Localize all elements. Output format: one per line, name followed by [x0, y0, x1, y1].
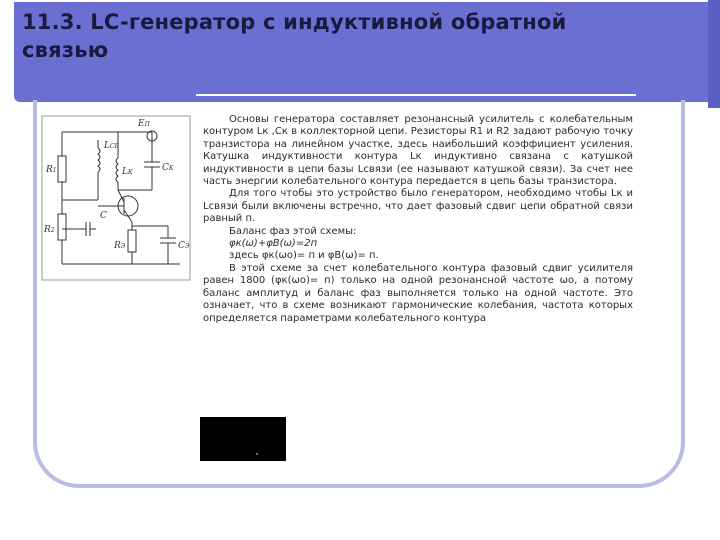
label-r1: R1	[46, 165, 57, 175]
body-text	[203, 114, 633, 325]
label-r2: R2	[44, 225, 55, 235]
paragraph-intro: Основы генератора составляет резонансный усилитель с колебательным контуром Lк ,Cк в коллекторной цепи. Резисторы R1 и R2 задают рабочую точку транзистора на линейном участке, здесь наибольший коэффициент усиления. Катушка индуктивности контура Lк индуктивно связана с катушкой индуктивности в цепи базы Lсвязи (ее называют катушкой связи). За счет нее часть энергии колебательного контура передается в цепь базы транзистора.	[203, 114, 633, 188]
label-re: RЭ	[114, 241, 126, 251]
paragraph-conclusion: В этой схеме за счет колебательного контура фазовый сдвиг усилителя равен 1800 (φк(ωо)= п) только на одной резонансной частоте ωо, а потому баланс амплитуд и баланс фаз выполняется только на одной частоте. Это означает, что в схеме возникают гармонические колебания, частота которых определяется параметрами колебательного контура	[203, 262, 633, 324]
resistor-re	[128, 230, 136, 252]
paragraph-phase-balance: Баланс фаз этой схемы:	[229, 225, 357, 237]
label-c: C	[100, 211, 107, 221]
paragraph-condition: Для того чтобы это устройство было генератором, необходимо чтобы Lк и Lсвязи были включены встречно, что дает фазовый сдвиг цепи обратной связи равный п.	[203, 188, 633, 225]
label-lcv: LСВ	[104, 141, 119, 151]
slide-title-line-1: 11.3. LC-генератор с индуктивной обратной	[22, 10, 567, 34]
label-supply: EП	[138, 119, 150, 129]
resistor-r1	[58, 156, 66, 182]
resistor-r2	[58, 214, 66, 240]
slide-title	[22, 8, 682, 64]
title-bar-edge	[708, 0, 720, 108]
formula-phase-balance: φк(ω)+φВ(ω)=2п	[229, 238, 318, 250]
circuit-diagram	[40, 114, 192, 284]
label-lk: LК	[122, 167, 133, 177]
label-ce: CЭ	[178, 241, 190, 251]
coil-lcv	[98, 148, 100, 172]
slide-title-line-2: связью	[22, 38, 109, 62]
title-divider	[196, 94, 636, 96]
image-dot	[256, 453, 258, 455]
paragraph-phase-values: здесь φк(ωо)= п и φВ(ω)= п.	[229, 250, 379, 262]
label-ck: CК	[162, 163, 174, 173]
coil-lk	[116, 158, 118, 182]
black-image-box	[200, 417, 286, 461]
